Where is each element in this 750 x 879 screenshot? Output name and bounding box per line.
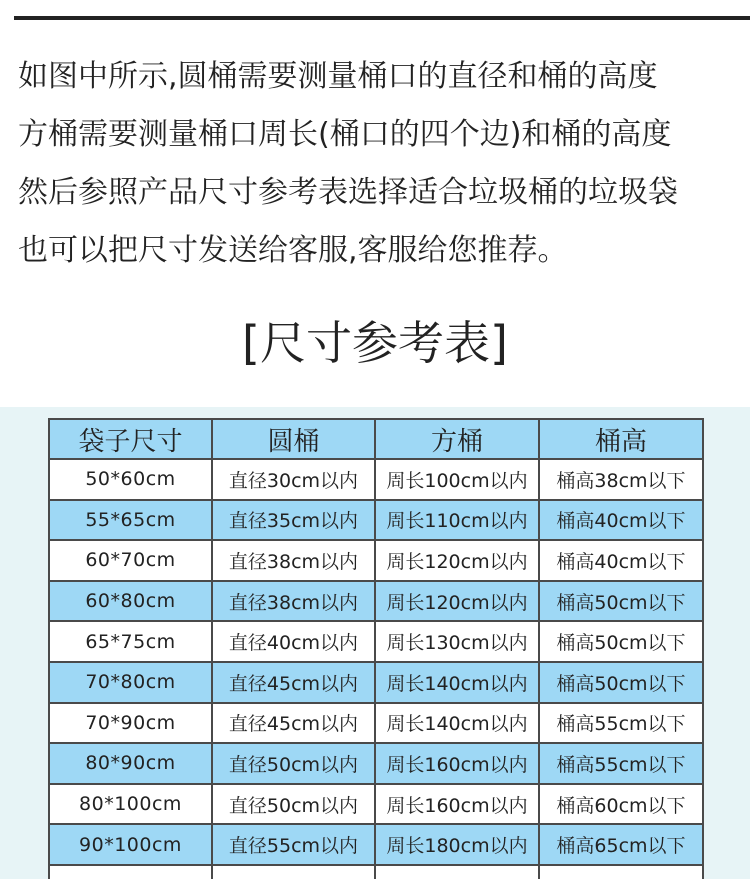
- cell-square-perimeter: 周长160cm以内: [375, 784, 539, 825]
- cell-round-diameter: 直径45cm以内: [212, 662, 375, 703]
- cell-round-diameter: 直径30cm以内: [212, 459, 375, 500]
- top-divider: [14, 16, 750, 20]
- cell-square-perimeter: 周长140cm以内: [375, 703, 539, 744]
- cell-round-diameter: 直径35cm以内: [212, 500, 375, 541]
- cell-bin-height: [539, 865, 703, 879]
- cell-bin-height: 桶高55cm以下: [539, 743, 703, 784]
- table-row: [49, 581, 703, 622]
- cell-bag-size: [49, 865, 212, 879]
- cell-round-diameter: 直径40cm以内: [212, 621, 375, 662]
- cell-bin-height: 桶高40cm以下: [539, 500, 703, 541]
- cell-bag-size: 80*90cm: [49, 743, 212, 784]
- table-row-partial: [49, 865, 703, 879]
- cell-bag-size: 80*100cm: [49, 784, 212, 825]
- cell-bag-size: 70*80cm: [49, 662, 212, 703]
- size-reference-table: [48, 418, 704, 879]
- cell-square-perimeter: 周长130cm以内: [375, 621, 539, 662]
- cell-bin-height: 桶高50cm以下: [539, 621, 703, 662]
- cell-round-diameter: 直径38cm以内: [212, 581, 375, 622]
- cell-square-perimeter: 周长120cm以内: [375, 540, 539, 581]
- cell-round-diameter: 直径55cm以内: [212, 824, 375, 865]
- intro-line: 方桶需要测量桶口周长(桶口的四个边)和桶的高度: [18, 117, 672, 152]
- cell-bin-height: 桶高50cm以下: [539, 662, 703, 703]
- table-row: [49, 662, 703, 703]
- cell-bag-size: 60*70cm: [49, 540, 212, 581]
- cell-bin-height: 桶高38cm以下: [539, 459, 703, 500]
- cell-bag-size: 60*80cm: [49, 581, 212, 622]
- cell-square-perimeter: 周长100cm以内: [375, 459, 539, 500]
- section-title: [尺寸参考表]: [242, 316, 508, 370]
- table-header-row: [49, 419, 703, 459]
- cell-bin-height: 桶高55cm以下: [539, 703, 703, 744]
- intro-line: 如图中所示,圆桶需要测量桶口的直径和桶的高度: [18, 59, 658, 94]
- intro-line: 也可以把尺寸发送给客服,客服给您推荐。: [18, 233, 568, 268]
- header-bin-height: 桶高: [539, 419, 703, 459]
- table-row: [49, 824, 703, 865]
- cell-bag-size: 70*90cm: [49, 703, 212, 744]
- table-row: [49, 621, 703, 662]
- cell-bag-size: 55*65cm: [49, 500, 212, 541]
- header-round-bin: 圆桶: [212, 419, 375, 459]
- table-row: [49, 743, 703, 784]
- table-row: [49, 500, 703, 541]
- cell-round-diameter: 直径38cm以内: [212, 540, 375, 581]
- table-row: [49, 540, 703, 581]
- cell-bag-size: 90*100cm: [49, 824, 212, 865]
- header-square-bin: 方桶: [375, 419, 539, 459]
- intro-text: [18, 48, 738, 280]
- cell-bin-height: 桶高50cm以下: [539, 581, 703, 622]
- cell-square-perimeter: [375, 865, 539, 879]
- cell-square-perimeter: 周长180cm以内: [375, 824, 539, 865]
- table-row: [49, 784, 703, 825]
- cell-square-perimeter: 周长110cm以内: [375, 500, 539, 541]
- cell-round-diameter: [212, 865, 375, 879]
- header-bag-size: 袋子尺寸: [49, 419, 212, 459]
- cell-round-diameter: 直径50cm以内: [212, 784, 375, 825]
- cell-square-perimeter: 周长160cm以内: [375, 743, 539, 784]
- cell-round-diameter: 直径45cm以内: [212, 703, 375, 744]
- cell-square-perimeter: 周长120cm以内: [375, 581, 539, 622]
- table-row: [49, 459, 703, 500]
- table-row: [49, 703, 703, 744]
- cell-bin-height: 桶高40cm以下: [539, 540, 703, 581]
- cell-bag-size: 65*75cm: [49, 621, 212, 662]
- cell-square-perimeter: 周长140cm以内: [375, 662, 539, 703]
- cell-round-diameter: 直径50cm以内: [212, 743, 375, 784]
- cell-bin-height: 桶高60cm以下: [539, 784, 703, 825]
- cell-bin-height: 桶高65cm以下: [539, 824, 703, 865]
- intro-line: 然后参照产品尺寸参考表选择适合垃圾桶的垃圾袋: [18, 175, 678, 210]
- cell-bag-size: 50*60cm: [49, 459, 212, 500]
